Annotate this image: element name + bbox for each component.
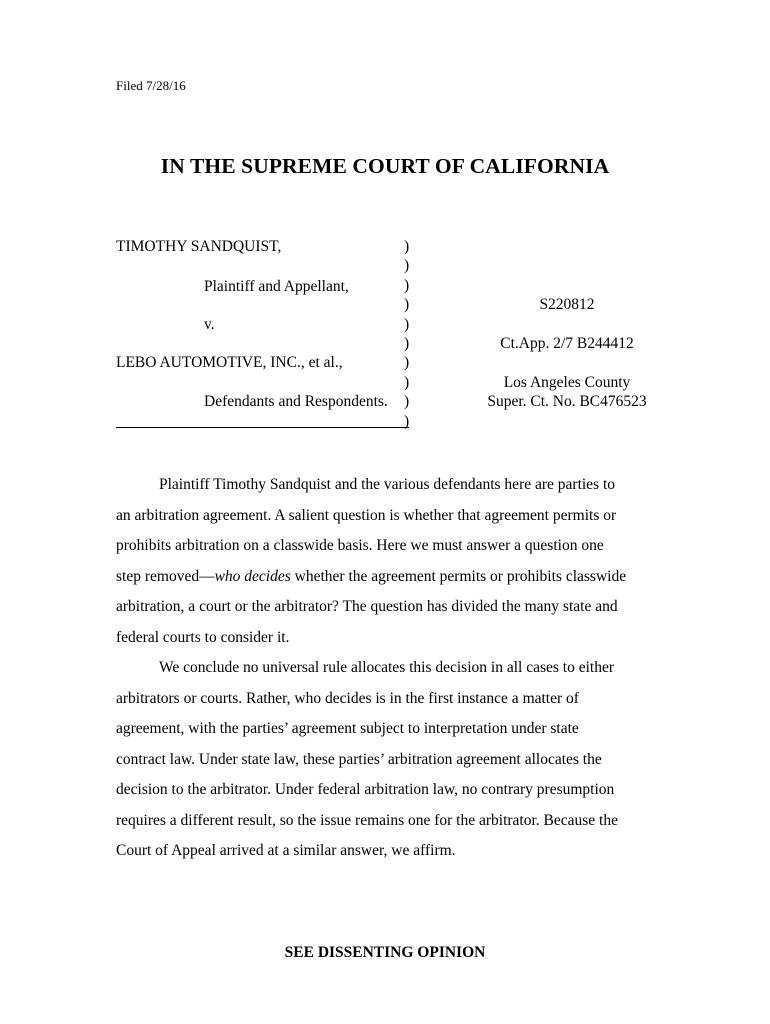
caption-paren: ) [404, 257, 410, 274]
italic-phrase: who decides [214, 567, 291, 585]
opinion-body [116, 470, 656, 867]
defendant-name: LEBO AUTOMOTIVE, INC., et al., [116, 354, 343, 371]
court-of-appeal-number: Ct.App. 2/7 B244412 [500, 335, 634, 352]
paragraph-line: We conclude no universal rule allocates this decision in all cases to either [159, 659, 614, 676]
caption-underline [116, 427, 409, 428]
paragraph-line: Plaintiff Timothy Sandquist and the various defendants here are parties to [159, 476, 616, 493]
paragraph-line: agreement, with the parties’ agreement subject to interpretation under state [116, 720, 579, 737]
caption-paren: ) [404, 393, 410, 410]
paragraph-line: federal courts to consider it. [116, 628, 290, 646]
paragraph-line: arbitrators or courts. Rather, who decides is in the first instance a matter of [116, 689, 579, 707]
filed-date: Filed 7/28/16 [116, 78, 186, 93]
versus: v. [204, 316, 215, 333]
paragraph-line [116, 562, 656, 593]
superior-court-number: Super. Ct. No. BC476523 [487, 393, 647, 410]
paragraph-2 [116, 653, 656, 867]
defendant-role: Defendants and Respondents. [204, 393, 388, 410]
paragraph-line: decision to the arbitrator. Under federal arbitration law, no contrary presumption [116, 781, 615, 798]
text-run: whether the agreement permits or prohibits classwide [290, 567, 627, 585]
caption-paren: ) [404, 335, 410, 352]
dissenting-opinion-note: SEE DISSENTING OPINION [284, 944, 486, 961]
case-number: S220812 [539, 296, 595, 313]
caption-paren: ) [404, 354, 410, 371]
paragraph-line: prohibits arbitration on a classwide basis. Here we must answer a question one [116, 537, 604, 554]
plaintiff-name: TIMOTHY SANDQUIST, [116, 238, 282, 255]
caption-paren: ) [404, 374, 410, 391]
court-title: IN THE SUPREME COURT OF CALIFORNIA [160, 154, 610, 178]
paragraph-1 [116, 470, 656, 653]
county: Los Angeles County [503, 374, 631, 391]
plaintiff-role: Plaintiff and Appellant, [204, 278, 349, 295]
paragraph-line: contract law. Under state law, these parties’ arbitration agreement allocates the [116, 750, 602, 768]
caption-paren: ) [404, 316, 410, 333]
caption-paren: ) [404, 238, 410, 255]
paragraph-line: an arbitration agreement. A salient question is whether that agreement permits or [116, 506, 617, 524]
caption-paren: ) [404, 413, 410, 430]
caption-paren: ) [404, 277, 410, 294]
paragraph-line: requires a different result, so the issue remains one for the arbitrator. Because the [116, 811, 618, 829]
paragraph-line: arbitration, a court or the arbitrator? The question has divided the many state and [116, 598, 618, 615]
caption-paren: ) [404, 296, 410, 313]
text-run: step removed— [116, 567, 215, 585]
paragraph-line: Court of Appeal arrived at a similar answer, we affirm. [116, 842, 456, 859]
